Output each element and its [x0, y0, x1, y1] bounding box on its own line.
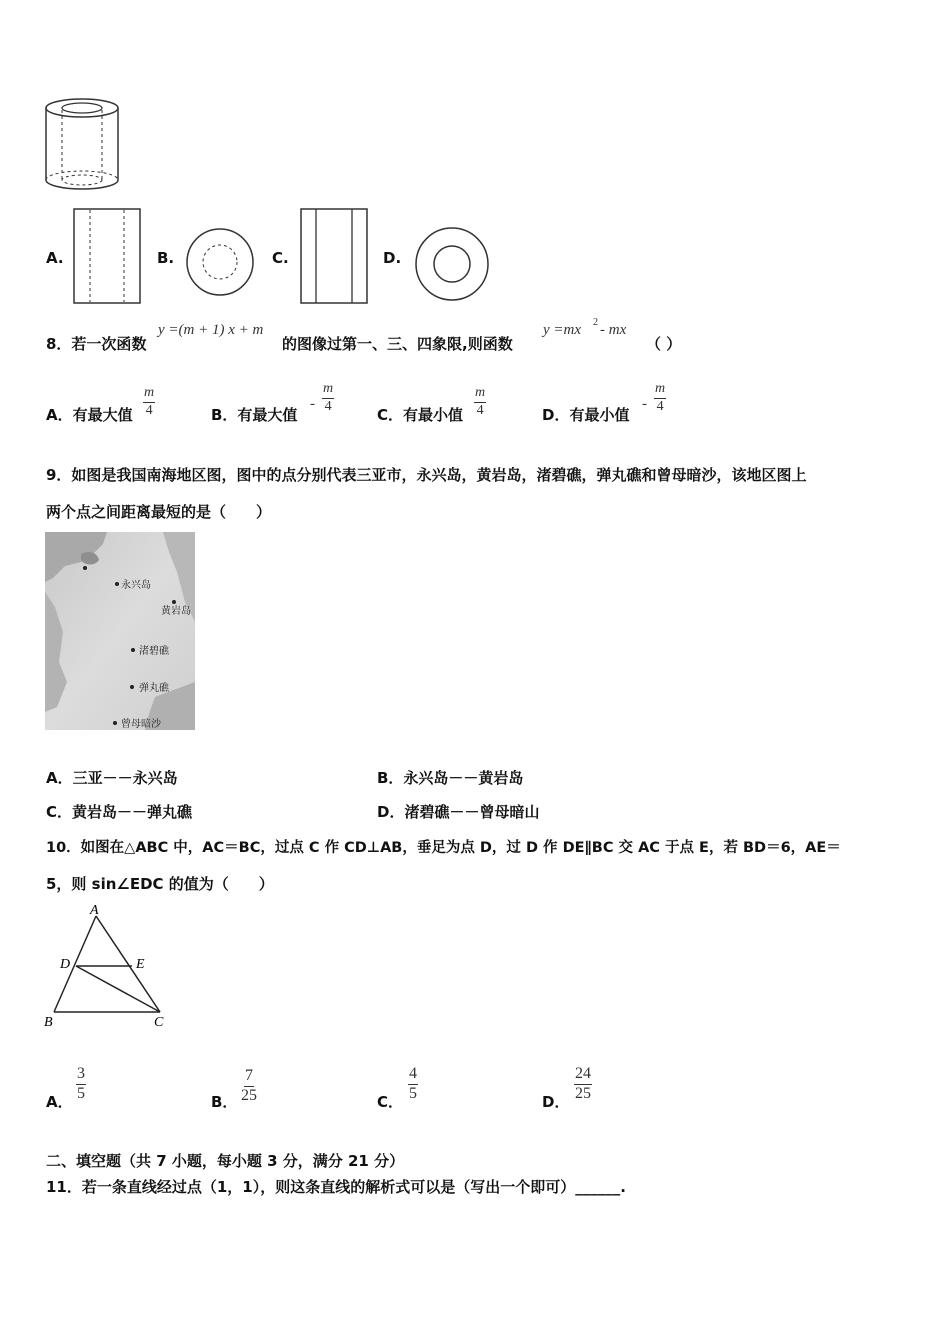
q9-stem-line2: 两个点之间距离最短的是（ ）	[46, 503, 272, 521]
q10-option-d-fraction	[574, 1066, 592, 1103]
q10-option-d-num: 24	[574, 1066, 592, 1085]
q10-option-d-label: D．	[542, 1093, 570, 1111]
q10-option-c-fraction	[408, 1066, 418, 1103]
zhubi-point	[131, 648, 135, 652]
q10-option-a-fraction	[76, 1066, 86, 1103]
label-c: C	[154, 1015, 164, 1030]
label-d: D	[60, 957, 71, 972]
zengmu-point	[113, 721, 117, 725]
q9-option-b: B．永兴岛－－黄岩岛	[377, 769, 524, 787]
q8-option-b-num: m	[322, 382, 334, 399]
q8-option-a-label: A．有最大值	[46, 406, 133, 424]
q7-option-b-label: B.	[157, 249, 175, 267]
label-a: A	[90, 903, 99, 918]
map-label-zengmu: 曾母暗沙	[121, 719, 161, 730]
q10-option-c-den: 5	[409, 1084, 417, 1102]
q9-option-a: A．三亚－－永兴岛	[46, 769, 178, 787]
q8-option-a-fraction	[143, 386, 155, 418]
q10-stem-line2: 5，则 sin∠EDC 的值为（ ）	[46, 875, 274, 893]
q10-option-c-label: C．	[377, 1093, 404, 1111]
q7-option-d-label: D.	[383, 249, 402, 267]
hollow-cylinder-figure	[40, 96, 130, 196]
map-label-yongxing: 永兴岛	[121, 580, 151, 591]
q8-option-b-label: B．有最大值	[211, 406, 298, 424]
q8-quadratic-function-exp: 2	[593, 317, 598, 328]
huangyan-point	[172, 600, 176, 604]
q8-option-b-den: 4	[324, 398, 332, 414]
q8-option-d-label: D．有最小值	[542, 406, 630, 424]
map-label-huangyan: 黄岩岛	[161, 606, 191, 617]
q8-option-b-sign: -	[310, 396, 315, 412]
q8-answer-paren: （ ）	[646, 335, 682, 353]
q10-stem-line1: 10．如图在△ABC 中，AC＝BC，过点 C 作 CD⊥AB，垂足为点 D，过 D 作 DE∥BC 交 AC 于点 E，若 BD＝6，AE＝	[46, 840, 841, 856]
south-china-sea-map	[45, 532, 195, 730]
q8-option-b-fraction	[322, 382, 334, 414]
q8-quadratic-function-a: y =mx	[543, 322, 582, 338]
q10-option-d-den: 25	[575, 1084, 591, 1102]
q8-option-d-den: 4	[656, 398, 664, 414]
q8-option-c-num: m	[474, 386, 486, 403]
q10-option-b-num: 7	[244, 1068, 254, 1087]
map-label-danwan: 弹丸礁	[139, 683, 169, 694]
q10-option-b-den: 25	[241, 1086, 257, 1104]
q10-option-c-num: 4	[408, 1066, 418, 1085]
q8-prefix: 8．若一次函数	[46, 335, 147, 353]
map-label-zhubi: 渚碧礁	[139, 646, 169, 657]
label-e: E	[136, 957, 145, 972]
q9-option-d: D．渚碧礁－－曾母暗山	[377, 803, 540, 821]
q8-quadratic-function-b: - mx	[600, 322, 627, 338]
q10-option-a-den: 5	[77, 1084, 85, 1102]
q10-option-a-label: A．	[46, 1093, 73, 1111]
q8-option-c-label: C．有最小值	[377, 406, 464, 424]
q7-option-c-figure	[300, 208, 368, 304]
q8-option-c-den: 4	[476, 402, 484, 418]
q8-option-a-den: 4	[145, 402, 153, 418]
q7-option-b-figure	[184, 226, 256, 298]
triangle-figure	[40, 900, 175, 1030]
q8-option-d-sign: -	[642, 396, 647, 412]
q10-option-b-fraction	[241, 1068, 257, 1105]
danwan-point	[130, 685, 134, 689]
q8-option-d-fraction	[654, 382, 666, 414]
q7-option-c-label: C.	[272, 249, 289, 267]
q7-option-d-figure	[414, 226, 490, 302]
q8-middle-text: 的图像过第一、三、四象限,则函数	[282, 335, 513, 353]
q8-linear-function: y =(m + 1) x + m	[158, 322, 264, 338]
q9-stem-line1: 9．如图是我国南海地区图，图中的点分别代表三亚市，永兴岛，黄岩岛，渚碧礁，弹丸礁和曾母暗沙，该地区图上	[46, 466, 807, 484]
q8-option-c-fraction	[474, 386, 486, 418]
label-b: B	[44, 1015, 53, 1030]
sanya-point	[83, 566, 87, 570]
q8-option-d-num: m	[654, 382, 666, 399]
q10-option-a-num: 3	[76, 1066, 86, 1085]
q7-option-a-figure	[73, 208, 141, 304]
q11-stem: 11．若一条直线经过点（1，1），则这条直线的解析式可以是（写出一个即可）______.	[46, 1178, 626, 1196]
q9-option-c: C．黄岩岛－－弹丸礁	[46, 803, 193, 821]
q10-option-b-label: B．	[211, 1093, 238, 1111]
q7-option-a-label: A.	[46, 249, 64, 267]
section2-heading: 二、填空题（共 7 小题，每小题 3 分，满分 21 分）	[46, 1152, 405, 1170]
yongxing-point	[115, 582, 119, 586]
q8-option-a-num: m	[143, 386, 155, 403]
